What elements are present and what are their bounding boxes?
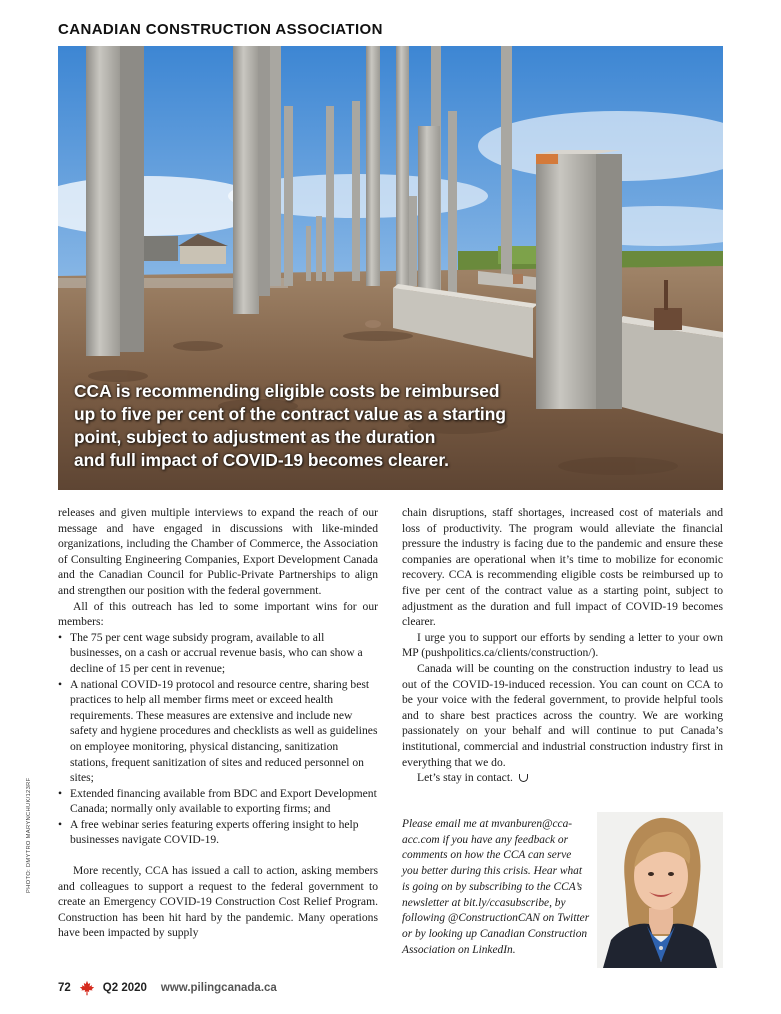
pull-quote-line: CCA is recommending eligible costs be reimbursed: [74, 381, 500, 401]
body-paragraph: I urge you to support our efforts by sending a letter to your own MP (pushpolitics.ca/clients/construction/).: [402, 630, 723, 660]
closing-text: Let’s stay in contact.: [417, 771, 513, 785]
body-paragraph: releases and given multiple interviews to expand the reach of our message and have engaged in discussions with like-minded organizations, including the Chamber of Commerce, the Association of Consulting Engineering Companies, Export Development Canada and the Canadian Council for Public-Private Partnerships to align and strengthen our position with the federal government.: [58, 506, 378, 597]
list-item: • Extended financing available from BDC and Export Development Canada; normally only available to exporting firms; and: [58, 786, 378, 817]
closing-line: [402, 770, 723, 786]
portrait-image: [597, 812, 723, 968]
pull-quote-line: point, subject to adjustment as the duration: [74, 427, 436, 447]
page-footer: [58, 980, 277, 996]
contact-note: Please email me at mvanburen@cca-acc.com if you have any feedback or comments on how the CCA can serve you better during this crisis. Hear what is going on by subscribing to the CCA’s newsletter at bit.ly/ccasubscribe, by following @ConstructionCAN on Twitter or by looking up Canadian Construction Association on LinkedIn.: [402, 818, 590, 956]
body-paragraph: More recently, CCA has issued a call to action, asking members and colleagues to support a request to the federal government to create an Emergency COVID-19 Construction Cost Relief Program. Construction has been hit hard by the pandemic. Many operations have been impacted by supply: [58, 864, 378, 940]
list-item: • A free webinar series featuring experts offering insight to help businesses navigate COVID-19.: [58, 817, 378, 848]
wins-list: [58, 630, 378, 848]
body-paragraph: chain disruptions, staff shortages, increased cost of materials and loss of productivity. The program would alleviate the financial pressure the industry is facing due to the pandemic and ensure these companies are operational when it’s time to mobilize for economic recovery. CCA is recommending eligible costs be reimbursed up to five per cent of the contract value as a starting point, subject to adjustment as the duration and full impact of COVID-19 becomes clearer.: [402, 506, 723, 629]
body-paragraph: All of this outreach has led to some important wins for our members:: [58, 599, 378, 629]
pull-quote-line: up to five per cent of the contract value as a starting: [74, 404, 506, 424]
page-number: 72: [58, 982, 71, 994]
end-mark-icon: [519, 774, 528, 782]
publication-header: CANADIAN CONSTRUCTION ASSOCIATION: [58, 21, 383, 38]
list-item: • A national COVID-19 protocol and resource centre, sharing best practices to help all member firms meet or exceed health requirements. These measures are extensive and include new safety and hygiene procedures and checklists as well as guidelines on employee monitoring, physical distancing, sanitization stations, frequent sanitization of sites and reduced personnel on sites;: [58, 677, 378, 786]
list-item: • The 75 per cent wage subsidy program, available to all businesses, on a cash or accrual revenue basis, who can show a decline of 15 per cent in revenue;: [58, 630, 378, 677]
author-portrait: [597, 812, 723, 968]
left-column: [58, 505, 378, 941]
pull-quote-line: and full impact of COVID-19 becomes clearer.: [74, 450, 449, 470]
website-link[interactable]: www.pilingcanada.ca: [160, 982, 277, 994]
paragraph-spacer: [58, 848, 378, 863]
right-column: [402, 505, 723, 786]
pull-quote: [74, 380, 544, 472]
feature-photo: [58, 46, 723, 490]
maple-leaf-icon: [79, 980, 95, 996]
photo-credit: PHOTO: DMYTRO MARYNCHUK/123RF: [26, 777, 32, 893]
body-paragraph: Canada will be counting on the construction industry to lead us out of the COVID-19-induced recession. You can count on CCA to be your voice with the federal government, to provide helpful tools and to share best practices across the country. We are working passionately on your behalf and will continue to put Canada’s institutional, commercial and industrial construction industry first in everything that we do.: [402, 661, 723, 769]
issue-label: Q2 2020: [102, 982, 147, 994]
